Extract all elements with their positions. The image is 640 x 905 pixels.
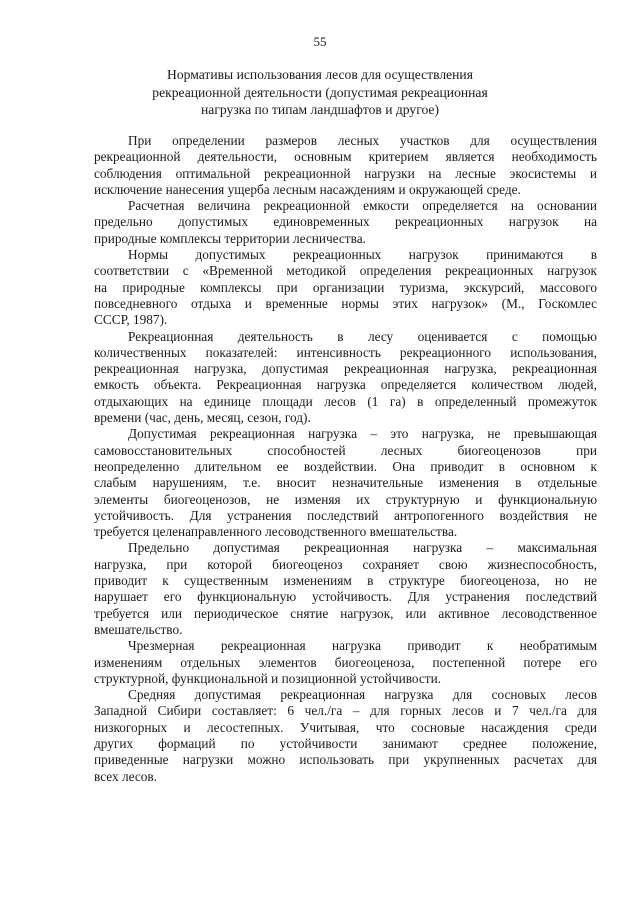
paragraph-line: низкогорных и лесостепных. Учитывая, что сосновые насаждения среди — [94, 719, 597, 735]
body-text — [94, 133, 597, 785]
paragraph-line: Чрезмерная рекреационная нагрузка приводит к необратимым — [128, 638, 597, 654]
section-title — [100, 66, 540, 119]
paragraph-line: отдыхающих на единице площади лесов (1 га) в определенный промежуток — [94, 393, 597, 409]
paragraph-line: предельно допустимых единовременных рекреационных нагрузок на — [94, 214, 597, 230]
paragraph — [94, 426, 597, 540]
paragraph-line: Допустимая рекреационная нагрузка – это нагрузка, не превышающая — [128, 426, 597, 442]
paragraph-line: требуется целенаправленного лесоводственного вмешательства. — [94, 524, 458, 540]
paragraph-line: других формаций по устойчивости занимают среднее положение, — [94, 735, 597, 751]
paragraph-line: исключение нанесения ущерба лесным насаждениям и окружающей среде. — [94, 181, 521, 197]
paragraph — [94, 133, 597, 198]
paragraph — [94, 638, 597, 687]
paragraph-line: приводит к существенным изменениям в структуре биогеоценоза, но не — [94, 573, 597, 589]
paragraph-line: неопределенно длительном ее воздействии. Она приводит в основном к — [94, 458, 597, 474]
paragraph-line: Рекреационная деятельность в лесу оценивается с помощью — [128, 328, 597, 344]
paragraph-line: Нормы допустимых рекреационных нагрузок принимаются в — [128, 247, 597, 263]
paragraph-line: При определении размеров лесных участков для осуществления — [128, 133, 597, 148]
paragraph-line: соответствии с «Временной методикой определения рекреационных нагрузок — [94, 263, 597, 279]
paragraph-line: устойчивость. Для устранения последствий антропогенного воздействия не — [94, 507, 597, 523]
title-line: рекреационной деятельности (допустимая рекреационная — [152, 84, 488, 100]
title-line: нагрузка по типам ландшафтов и другое) — [201, 102, 439, 117]
paragraph-line: структурной, функциональной и позиционной устойчивости. — [94, 670, 442, 686]
paragraph-line: природные комплексы территории лесничества. — [94, 230, 366, 246]
paragraph-line: нагрузка, при которой биогеоценоз сохраняет свою жизнеспособность, — [94, 556, 597, 572]
paragraph-line: Западной Сибири составляет: 6 чел./га – для горных лесов и 7 чел./га для — [94, 703, 597, 719]
paragraph-line: рекреационной деятельности, основным критерием является необходимость — [94, 149, 597, 165]
paragraph-line: самовосстановительных способностей лесных биогеоценозов при — [94, 442, 597, 458]
paragraph — [94, 687, 597, 785]
paragraph-line: количественных показателей: интенсивность рекреационного использования, — [94, 344, 597, 360]
paragraph — [94, 247, 597, 328]
paragraph-line: на природные комплексы при организации туризма, экскурсий, массового — [94, 279, 597, 295]
title-line: Нормативы использования лесов для осуществления — [167, 67, 473, 82]
paragraph-line: рекреационная нагрузка, допустимая рекреационная нагрузка, рекреационная — [94, 361, 597, 377]
paragraph-line: Предельно допустимая рекреационная нагрузка – максимальная — [128, 540, 597, 556]
paragraph-line: Расчетная величина рекреационной емкости определяется на основании — [128, 198, 597, 214]
paragraph-line: всех лесов. — [94, 768, 157, 784]
paragraph-line: требуется или периодическое снятие нагрузок, или активное лесоводственное — [94, 605, 597, 621]
paragraph-line: вмешательство. — [94, 621, 183, 637]
paragraph-line: изменениям отдельных элементов биогеоценоза, постепенной потере его — [94, 654, 597, 670]
paragraph-line: СССР, 1987). — [94, 312, 168, 328]
paragraph — [94, 329, 597, 427]
paragraph-line: емкость объекта. Рекреационная нагрузка определяется количеством людей, — [94, 377, 597, 393]
paragraph-line: времени (час, день, месяц, сезон, год). — [94, 410, 311, 426]
paragraph — [94, 198, 597, 247]
paragraph-line: нарушает его функциональную устойчивость. Для устранения последствий — [94, 589, 597, 605]
paragraph-line: слабым нарушениям, т.е. вносит незначительные изменения в отдельные — [94, 475, 597, 491]
paragraph-line: соблюдения оптимальной рекреационной нагрузки на лесные экосистемы и — [94, 165, 597, 181]
paragraph-line: элементы биогеоценозов, не изменяя их структурную и функциональную — [94, 491, 597, 507]
paragraph-line: повседневного отдыха и временные нормы этих нагрузок» (М., Госкомлес — [94, 295, 597, 311]
paragraph-line: Средняя допустимая рекреационная нагрузка для сосновых лесов — [128, 687, 597, 703]
paragraph — [94, 540, 597, 638]
page-number: 55 — [313, 34, 327, 49]
paragraph-line: приведенные нагрузки можно использовать при укрупненных расчетах для — [94, 752, 597, 768]
